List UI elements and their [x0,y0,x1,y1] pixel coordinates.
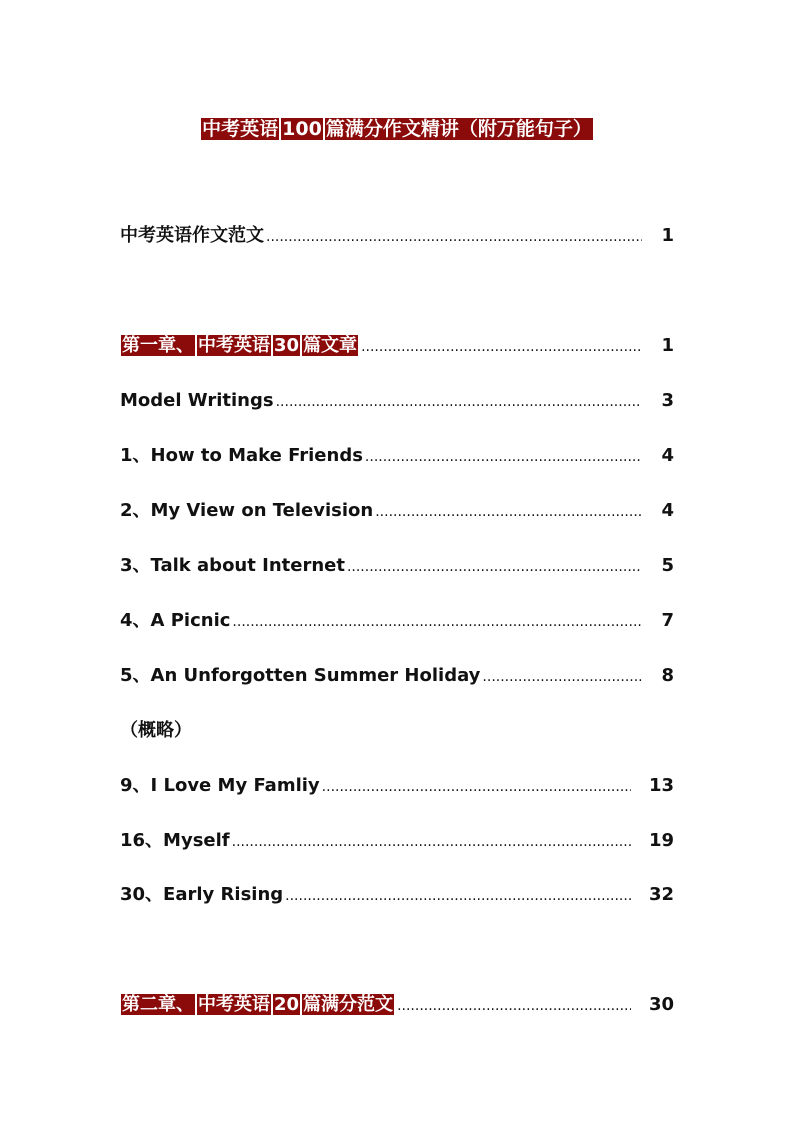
toc-entry-item-16[interactable] [120,827,674,855]
title-highlight-3: 篇满分作文精讲（附万能句子） [325,118,592,140]
chapter-1-highlight-3: 30 [274,335,300,356]
toc-entry-intro[interactable] [120,222,674,250]
chapter-1-highlight-2: 中考英语 [198,335,270,356]
toc-page-number: 19 [648,830,674,851]
toc-entry-label: 9、I Love My Famliy [120,775,320,796]
toc-leader-dots [266,227,642,250]
toc-leader-dots [361,337,642,360]
toc-leader-dots [232,832,631,855]
toc-entry-model-writings[interactable] [120,387,674,415]
toc-leader-dots [347,557,642,580]
toc-leader-dots [276,392,642,415]
toc-leader-dots [482,667,642,690]
toc-page-number: 1 [661,225,674,246]
toc-page-number: 7 [661,610,674,631]
toc-page-number: 4 [661,500,674,521]
toc-entry-item-9[interactable] [120,772,674,800]
toc-entry-item-2[interactable] [120,497,674,525]
toc-entry-chapter-2[interactable] [120,991,674,1019]
chapter-2-highlight-2: 中考英语 [198,994,270,1015]
toc-leader-dots [397,996,631,1019]
toc-entry-label: 16、Myself [120,830,230,851]
toc-entry-item-3[interactable] [120,552,674,580]
chapter-1-highlight-1: 第一章、 [122,335,194,356]
toc-entry-item-5[interactable] [120,662,674,690]
toc-page-number: 30 [648,994,674,1015]
toc-leader-dots [232,612,642,635]
chapter-1-highlight-4: 篇文章 [303,335,358,356]
toc-entry-label: 5、An Unforgotten Summer Holiday [120,665,481,686]
toc-leader-dots [375,502,642,525]
toc-entry-label: 中考英语作文范文 [120,225,264,246]
chapter-2-highlight-3: 20 [274,994,300,1015]
document-title [0,114,794,144]
toc-entry-label: 3、Talk about Internet [120,555,345,576]
chapter-2-highlight-4: 篇满分范文 [303,994,394,1015]
toc-page-number: 8 [661,665,674,686]
toc-omitted-note: （概略） [120,720,192,741]
toc-page-number: 4 [661,445,674,466]
toc-page-number: 32 [648,884,674,905]
toc-entry-label: 30、Early Rising [120,884,284,905]
title-highlight-2: 100 [282,118,322,140]
toc-entry-item-4[interactable] [120,607,674,635]
chapter-2-highlight-1: 第二章、 [122,994,194,1015]
toc-page-number: 13 [648,775,674,796]
toc-entry-item-1[interactable] [120,442,674,470]
title-highlight-1: 中考英语 [202,118,279,140]
toc-entry-chapter-1[interactable] [120,332,674,360]
toc-chapter-heading [120,332,359,360]
toc-entry-item-30[interactable] [120,881,674,909]
toc-leader-dots [365,447,642,470]
toc-entry-label: 2、My View on Television [120,500,374,521]
toc-leader-dots [322,777,631,800]
toc-leader-dots [285,886,631,909]
toc-entry-label: 4、A Picnic [120,610,231,631]
toc-page-number: 5 [661,555,674,576]
toc-chapter-heading [120,991,395,1019]
toc-entry-label: Model Writings [120,390,274,411]
toc-page-number: 1 [661,335,674,356]
toc-entry-label: 1、How to Make Friends [120,445,363,466]
toc-page-number: 3 [661,390,674,411]
